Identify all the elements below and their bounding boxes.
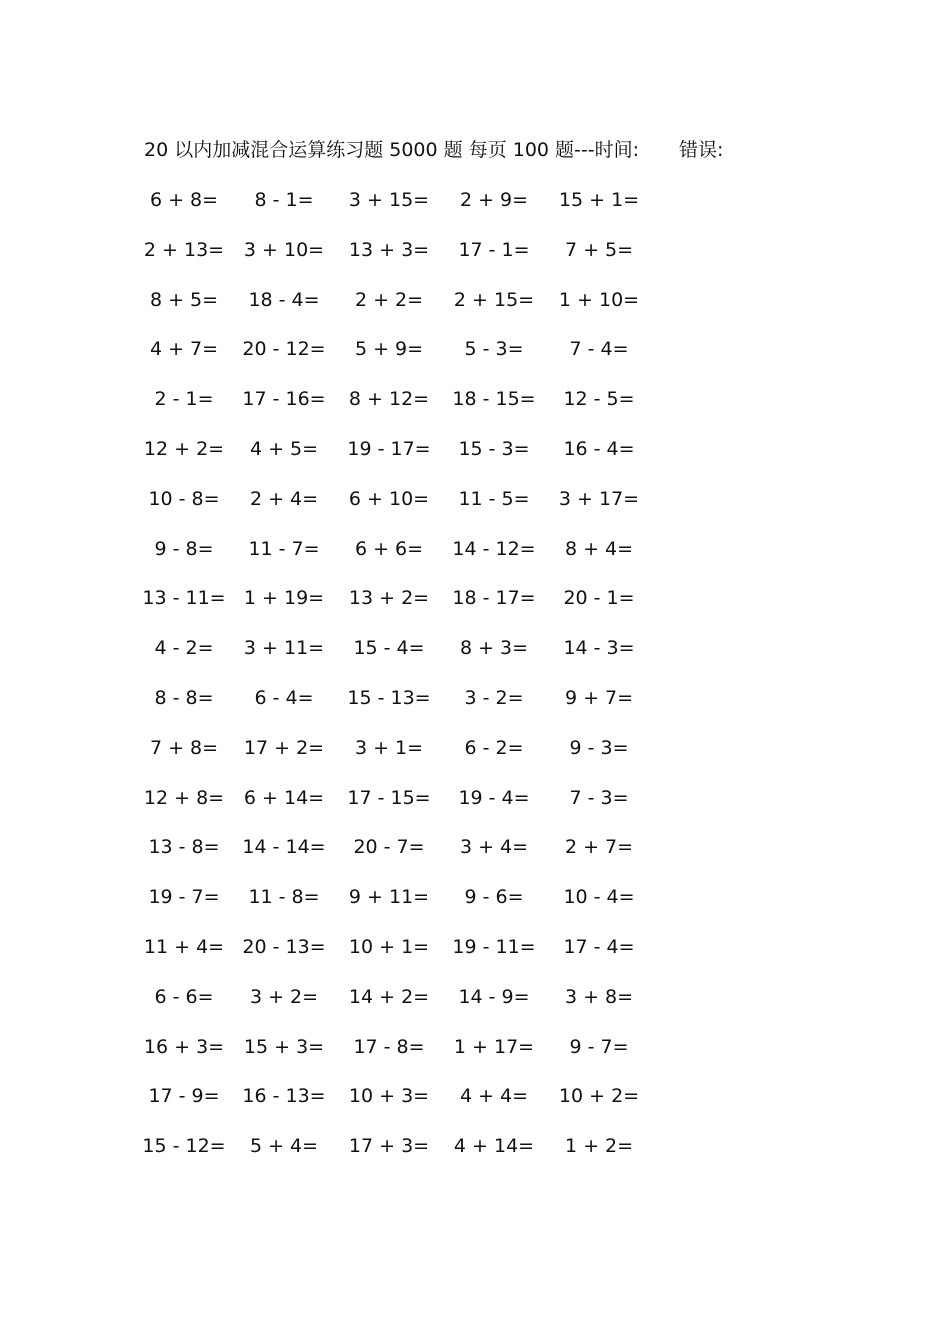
problem-item: 15 - 13= (347, 686, 431, 709)
problem-item: 2 + 7= (564, 836, 634, 859)
problem-item: 10 + 1= (348, 935, 430, 958)
problem-item: 14 + 2= (348, 985, 430, 1008)
title-text: 20 以内加减混合运算练习题 5000 题 每页 100 题---时间: (144, 139, 640, 161)
problem-item: 20 - 13= (242, 935, 326, 958)
problem-item: 9 - 6= (464, 886, 524, 909)
problem-item: 6 - 6= (154, 985, 214, 1008)
problem-item: 4 + 14= (453, 1135, 535, 1158)
problem-item: 11 + 4= (143, 935, 225, 958)
problem-item: 6 - 4= (254, 686, 314, 709)
problem-item: 20 - 12= (242, 338, 326, 361)
problem-item: 5 - 3= (464, 338, 524, 361)
problem-item: 12 + 2= (143, 437, 225, 460)
problem-item: 19 - 17= (347, 437, 431, 460)
problem-item: 9 - 7= (569, 1035, 629, 1058)
problem-item: 11 - 8= (248, 886, 320, 909)
problem-item: 19 - 11= (452, 935, 536, 958)
problem-item: 6 + 10= (348, 487, 430, 510)
problem-item: 14 - 9= (458, 985, 530, 1008)
problem-item: 17 - 4= (563, 935, 635, 958)
problem-item: 14 - 14= (242, 836, 326, 859)
problem-item: 2 + 9= (459, 189, 529, 211)
problem-item: 17 - 16= (242, 388, 326, 411)
problem-item: 20 - 7= (353, 836, 425, 859)
problem-item: 18 - 4= (248, 288, 320, 311)
problem-item: 8 + 3= (459, 637, 529, 660)
problem-item: 6 + 14= (243, 786, 325, 809)
problem-item: 17 - 15= (347, 786, 431, 809)
problem-item: 7 - 4= (569, 338, 629, 361)
problem-item: 15 + 3= (243, 1035, 325, 1058)
problem-item: 10 - 4= (563, 886, 635, 909)
problem-item: 13 - 11= (142, 587, 226, 610)
problem-item: 17 + 3= (348, 1135, 430, 1158)
problem-item: 9 + 7= (564, 686, 634, 709)
problem-item: 10 - 8= (148, 487, 220, 510)
problem-item: 10 + 2= (558, 1085, 640, 1108)
problem-item: 2 + 4= (249, 487, 319, 510)
page-title (144, 136, 723, 164)
problem-item: 11 - 7= (248, 537, 320, 560)
problem-item: 1 + 10= (558, 288, 640, 311)
problem-item: 5 + 4= (249, 1135, 319, 1158)
problem-item: 1 + 17= (453, 1035, 535, 1058)
problem-item: 14 - 12= (452, 537, 536, 560)
problem-item: 6 - 2= (464, 736, 524, 759)
problem-item: 18 - 15= (452, 388, 536, 411)
problem-item: 2 + 15= (453, 288, 535, 311)
problem-item: 15 - 12= (142, 1135, 226, 1158)
problem-item: 13 + 2= (348, 587, 430, 610)
problem-item: 1 + 2= (564, 1135, 634, 1158)
problem-item: 15 - 3= (458, 437, 530, 460)
problem-item: 7 + 5= (564, 238, 634, 261)
problem-item: 6 + 8= (149, 189, 219, 211)
problem-item: 3 + 8= (564, 985, 634, 1008)
problem-item: 5 + 9= (354, 338, 424, 361)
problem-item: 2 - 1= (154, 388, 214, 411)
problem-item: 8 + 4= (564, 537, 634, 560)
problem-item: 12 - 5= (563, 388, 635, 411)
problem-item: 8 + 12= (348, 388, 430, 411)
problem-item: 11 - 5= (458, 487, 530, 510)
problem-item: 13 - 8= (148, 836, 220, 859)
problem-item: 7 + 8= (149, 736, 219, 759)
problem-item: 2 + 2= (354, 288, 424, 311)
problem-item: 16 + 3= (143, 1035, 225, 1058)
problem-item: 17 - 9= (148, 1085, 220, 1108)
problem-item: 8 - 1= (254, 189, 314, 211)
problem-item: 9 - 8= (154, 537, 214, 560)
problem-item: 19 - 7= (148, 886, 220, 909)
problem-item: 15 - 4= (353, 637, 425, 660)
problem-item: 7 - 3= (569, 786, 629, 809)
problem-item: 17 + 2= (243, 736, 325, 759)
problem-item: 3 + 4= (459, 836, 529, 859)
problem-item: 3 + 17= (558, 487, 640, 510)
problem-item: 15 + 1= (558, 189, 640, 211)
problem-item: 4 + 4= (459, 1085, 529, 1108)
errors-label: 错误: (679, 139, 724, 161)
problem-item: 10 + 3= (348, 1085, 430, 1108)
problem-item: 4 - 2= (154, 637, 214, 660)
problem-item: 19 - 4= (458, 786, 530, 809)
problem-item: 9 + 11= (348, 886, 430, 909)
problem-item: 3 + 11= (243, 637, 325, 660)
problem-item: 17 - 1= (458, 238, 530, 261)
problem-item: 4 + 7= (149, 338, 219, 361)
problem-item: 14 - 3= (563, 637, 635, 660)
problem-item: 13 + 3= (348, 238, 430, 261)
problem-item: 2 + 13= (143, 238, 225, 261)
problem-item: 20 - 1= (563, 587, 635, 610)
problem-item: 12 + 8= (143, 786, 225, 809)
problem-item: 3 - 2= (464, 686, 524, 709)
problem-item: 17 - 8= (353, 1035, 425, 1058)
problem-item: 1 + 19= (243, 587, 325, 610)
problem-item: 16 - 13= (242, 1085, 326, 1108)
problem-item: 3 + 1= (354, 736, 424, 759)
problem-item: 8 - 8= (154, 686, 214, 709)
problem-item: 8 + 5= (149, 288, 219, 311)
problem-item: 3 + 2= (249, 985, 319, 1008)
problem-item: 16 - 4= (563, 437, 635, 460)
problem-item: 4 + 5= (249, 437, 319, 460)
problem-item: 3 + 15= (348, 189, 430, 211)
problem-item: 18 - 17= (452, 587, 536, 610)
problem-item: 3 + 10= (243, 238, 325, 261)
problem-item: 9 - 3= (569, 736, 629, 759)
problem-item: 6 + 6= (354, 537, 424, 560)
